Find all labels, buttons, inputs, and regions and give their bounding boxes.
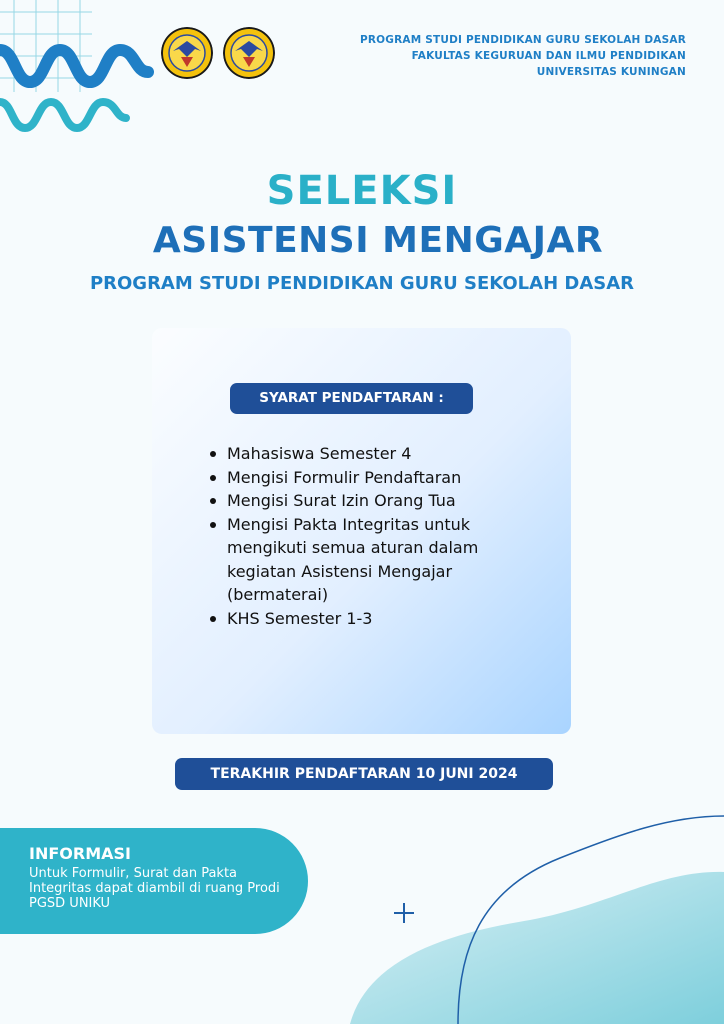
title-line-2: ASISTENSI MENGAJAR [152, 220, 604, 261]
plus-icon [392, 901, 416, 925]
list-item: Mengisi Formulir Pendaftaran [207, 466, 537, 490]
info-title: INFORMASI [29, 844, 131, 863]
subtitle: PROGRAM STUDI PENDIDIKAN GURU SEKOLAH DASAR [89, 273, 635, 294]
header-line-program: PROGRAM STUDI PENDIDIKAN GURU SEKOLAH DASAR [360, 34, 686, 46]
decorative-wave-shape [330, 800, 724, 1024]
header-line-university: UNIVERSITAS KUNINGAN [536, 66, 686, 78]
info-text: Untuk Formulir, Surat dan Pakta Integritas dapat diambil di ruang Prodi PGSD UNIKU [29, 866, 280, 911]
university-logo-icon [161, 27, 213, 79]
header-line-faculty: FAKULTAS KEGURUAN DAN ILMU PENDIDIKAN [411, 50, 686, 62]
list-item: KHS Semester 1-3 [207, 607, 537, 631]
decorative-grid-waves [0, 0, 170, 140]
list-item: Mengisi Surat Izin Orang Tua [207, 489, 537, 513]
title-line-1: SELEKSI [266, 168, 458, 214]
requirements-list [207, 442, 537, 630]
institution-header [360, 32, 686, 80]
requirements-heading: SYARAT PENDAFTARAN : [230, 383, 473, 414]
list-item: Mahasiswa Semester 4 [207, 442, 537, 466]
list-item: Mengisi Pakta Integritas untuk mengikuti semua aturan dalam kegiatan Asistensi Mengajar (bermaterai) [207, 513, 537, 607]
deadline-badge: TERAKHIR PENDAFTARAN 10 JUNI 2024 [175, 758, 553, 790]
faculty-logo-icon [223, 27, 275, 79]
